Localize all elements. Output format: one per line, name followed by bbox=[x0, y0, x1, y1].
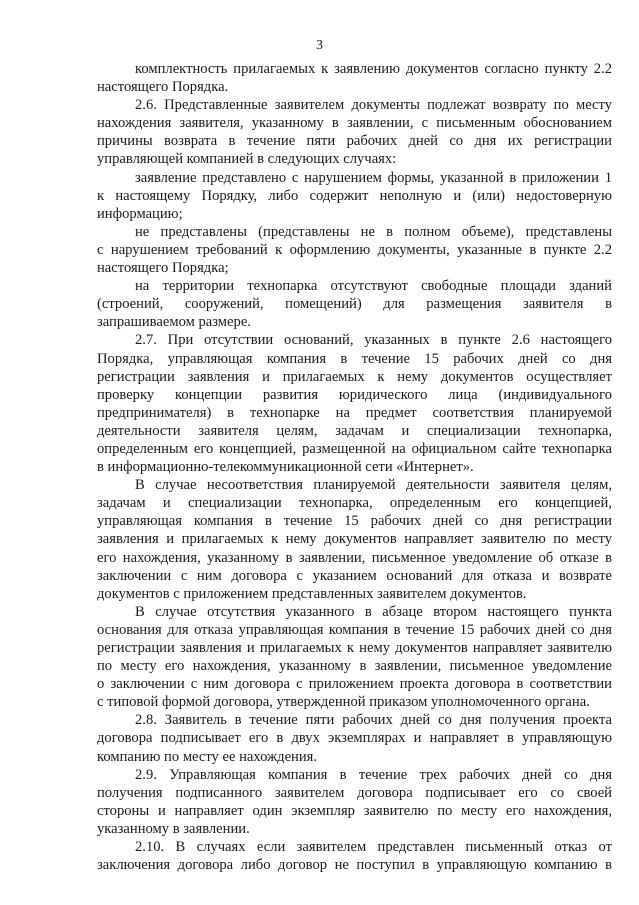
paragraph bbox=[97, 60, 612, 96]
paragraph bbox=[97, 603, 612, 712]
text-line: регистрации заявления и прилагаемых к нему документов осуществляет bbox=[97, 368, 612, 385]
text-line: компанию по месту ее нахождения. bbox=[97, 748, 318, 765]
text-line: стороны и направляет один экземпляр заявителю по месту его нахождения, bbox=[97, 802, 612, 819]
text-line: заявление представлено с нарушением формы, указанной в приложении 1 bbox=[135, 169, 612, 186]
text-line: определенным его концепцией, размещенной на официальном сайте технопарка bbox=[97, 440, 612, 457]
text-line: настоящего Порядка. bbox=[97, 79, 229, 96]
text-line: основания для отказа управляющая компания в течение 15 рабочих дней со дня bbox=[97, 621, 612, 638]
text-line: заключения договора либо договор не поступил в управляющую компанию в bbox=[97, 857, 612, 874]
text-line: о заключении с ним договора с приложением проекта договора в соответствии bbox=[97, 676, 612, 693]
text-line: В случае отсутствия указанного в абзаце втором настоящего пункта bbox=[135, 603, 612, 620]
text-line: (строений, сооружений, помещений) для размещения заявителя в bbox=[97, 296, 612, 313]
text-line: в информационно-телекоммуникационной сети «Интернет». bbox=[97, 459, 474, 476]
paragraph bbox=[97, 331, 612, 476]
document-body bbox=[97, 60, 612, 874]
paragraph bbox=[97, 838, 612, 874]
text-line: задачам и специализации технопарка, определенным его концепцией, bbox=[97, 495, 612, 512]
text-line: не представлены (представлены не в полном объеме), представлены bbox=[135, 223, 612, 240]
paragraph bbox=[97, 169, 612, 223]
text-line: деятельности заявителя целям, задачам и специализации технопарка, bbox=[97, 422, 612, 439]
text-line: нахождения заявителя, указанному в заявлении, с письменным обоснованием bbox=[97, 115, 612, 132]
text-line: запрашиваемом размере. bbox=[97, 314, 251, 331]
text-line: 2.7. При отсутствии оснований, указанных в пункте 2.6 настоящего bbox=[135, 332, 612, 349]
text-line: 2.9. Управляющая компания в течение трех рабочих дней со дня bbox=[135, 766, 612, 783]
text-line: по месту его нахождения, указанному в заявлении, письменное уведомление bbox=[97, 658, 612, 675]
text-line: Порядка, управляющая компания в течение 15 рабочих дней со дня bbox=[97, 350, 612, 367]
text-line: комплектность прилагаемых к заявлению документов согласно пункту 2.2 bbox=[135, 61, 612, 77]
text-line: 2.10. В случаях если заявителем представлен письменный отказ от bbox=[135, 839, 612, 856]
text-line: с типовой формой договора, утвержденной приказом уполномоченного органа. bbox=[97, 694, 590, 711]
paragraph bbox=[97, 96, 612, 168]
text-line: В случае несоответствия планируемой деятельности заявителя целям, bbox=[135, 477, 612, 494]
text-line: причины возврата в течение пяти рабочих дней со дня их регистрации bbox=[97, 133, 612, 150]
text-line: предпринимателя) в технопарке на предмет соответствия планируемой bbox=[97, 404, 612, 421]
paragraph bbox=[97, 711, 612, 765]
text-line: к настоящему Порядку, либо содержит неполную и (или) недостоверную bbox=[97, 187, 612, 204]
text-line: на территории технопарка отсутствуют свободные площади зданий bbox=[135, 278, 612, 295]
page-number: 3 bbox=[316, 38, 323, 53]
paragraph bbox=[97, 223, 612, 277]
text-line: настоящего Порядка; bbox=[97, 260, 229, 277]
text-line: получения подписанного заявителем договора подписывает его со своей bbox=[97, 784, 612, 801]
text-line: заключении с ним договора с указанием оснований для отказа и возврате bbox=[97, 567, 612, 584]
text-line: 2.8. Заявитель в течение пяти рабочих дней со дня получения проекта bbox=[135, 712, 612, 729]
text-line: его нахождения, указанному в заявлении, письменное уведомление об отказе в bbox=[97, 549, 612, 566]
text-line: управляющей компанией в следующих случаях: bbox=[97, 151, 397, 168]
text-line: информацию; bbox=[97, 205, 183, 222]
text-line: управляющая компания в течение 15 рабочих дней со дня регистрации bbox=[97, 513, 612, 530]
text-line: с нарушением требований к оформлению документы, указанные в пункте 2.2 bbox=[97, 241, 612, 258]
text-line: проверку концепции развития юридического лица (индивидуального bbox=[97, 386, 612, 403]
text-line: заявления и прилагаемых к нему документов направляет заявителю по месту bbox=[97, 531, 612, 548]
text-line: 2.6. Представленные заявителем документы подлежат возврату по месту bbox=[135, 97, 612, 114]
paragraph bbox=[97, 766, 612, 838]
text-line: договора подписывает его в двух экземплярах и направляет в управляющую bbox=[97, 730, 612, 747]
paragraph bbox=[97, 277, 612, 331]
text-line: документов с приложением представленных заявителем документов. bbox=[97, 585, 527, 602]
text-line: регистрации заявления и прилагаемых к нему документов направляет заявителю bbox=[97, 640, 612, 656]
text-line: указанному в заявлении. bbox=[97, 820, 250, 837]
paragraph bbox=[97, 476, 612, 603]
